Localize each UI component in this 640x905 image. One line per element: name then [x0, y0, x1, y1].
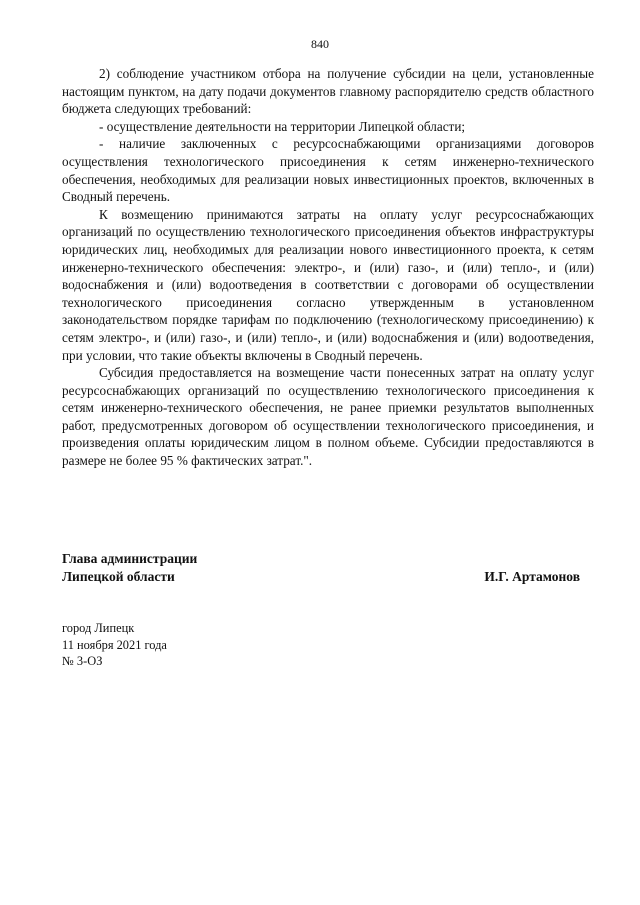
signatory-name: И.Г. Артамонов [484, 569, 580, 584]
footer-city: город Липецк [62, 621, 135, 635]
signature-row [62, 568, 594, 586]
signatory-title-line2: Липецкой области [62, 569, 175, 584]
document-body [62, 65, 594, 470]
paragraph-subsidy: Субсидия предоставляется на возмещение части понесенных затрат на оплату услуг ресурсоснабжающих организаций по осуществлению технологического присоединения к сетям инженерно-технического обеспечения, не ранее приемки результатов выполненных работ, предусмотренных договором об осуществлении технологического присоединения, и произведения оплаты юридическим лицом в полном объеме. Субсидии предоставляются в размере не более 95 % фактических затрат.". [62, 365, 594, 469]
footer-date: 11 ноября 2021 года [62, 637, 167, 652]
paragraph-requirements: 2) соблюдение участником отбора на получение субсидии на цели, установленные настоящим пунктом, на дату подачи документов главному распорядителю средств областного бюджета следующих требований: [62, 66, 594, 117]
signatory-title-line1: Глава администрации [62, 551, 198, 566]
paragraph-contracts: - наличие заключенных с ресурсоснабжающими организациями договоров осуществления технологического присоединения к сетям инженерно-технического обеспечения, необходимых для реализации новых инвестиционных проектов, включенных в Сводный перечень. [62, 136, 594, 205]
footer-law-number: № 3-ОЗ [62, 654, 103, 668]
page-number: 840 [311, 37, 329, 51]
paragraph-reimbursement: К возмещению принимаются затраты на оплату услуг ресурсоснабжающих организаций по осуществлению технологического присоединения объектов инфраструктуры юридических лиц, необходимых для реализации нового инвестиционного проекта, к сетям инженерно-технического обеспечения: электро-, и (или) газо-, и (или) тепло-, и (или) водоснабжения и (или) водоотведения в соответствии с договорами об осуществлении технологического присоединения согласно утвержденным в установленном законодательством порядке тарифам по подключению (технологическому присоединению) к сетям электро-, и (или) газо-, и (или) тепло-, и (или) водоснабжения и (или) водоотведения, при условии, что такие объекты включены в Сводный перечень. [62, 206, 594, 363]
paragraph-territory: - осуществление деятельности на территории Липецкой области; [99, 118, 466, 134]
document-footer [62, 620, 167, 670]
signature-block [62, 550, 594, 586]
